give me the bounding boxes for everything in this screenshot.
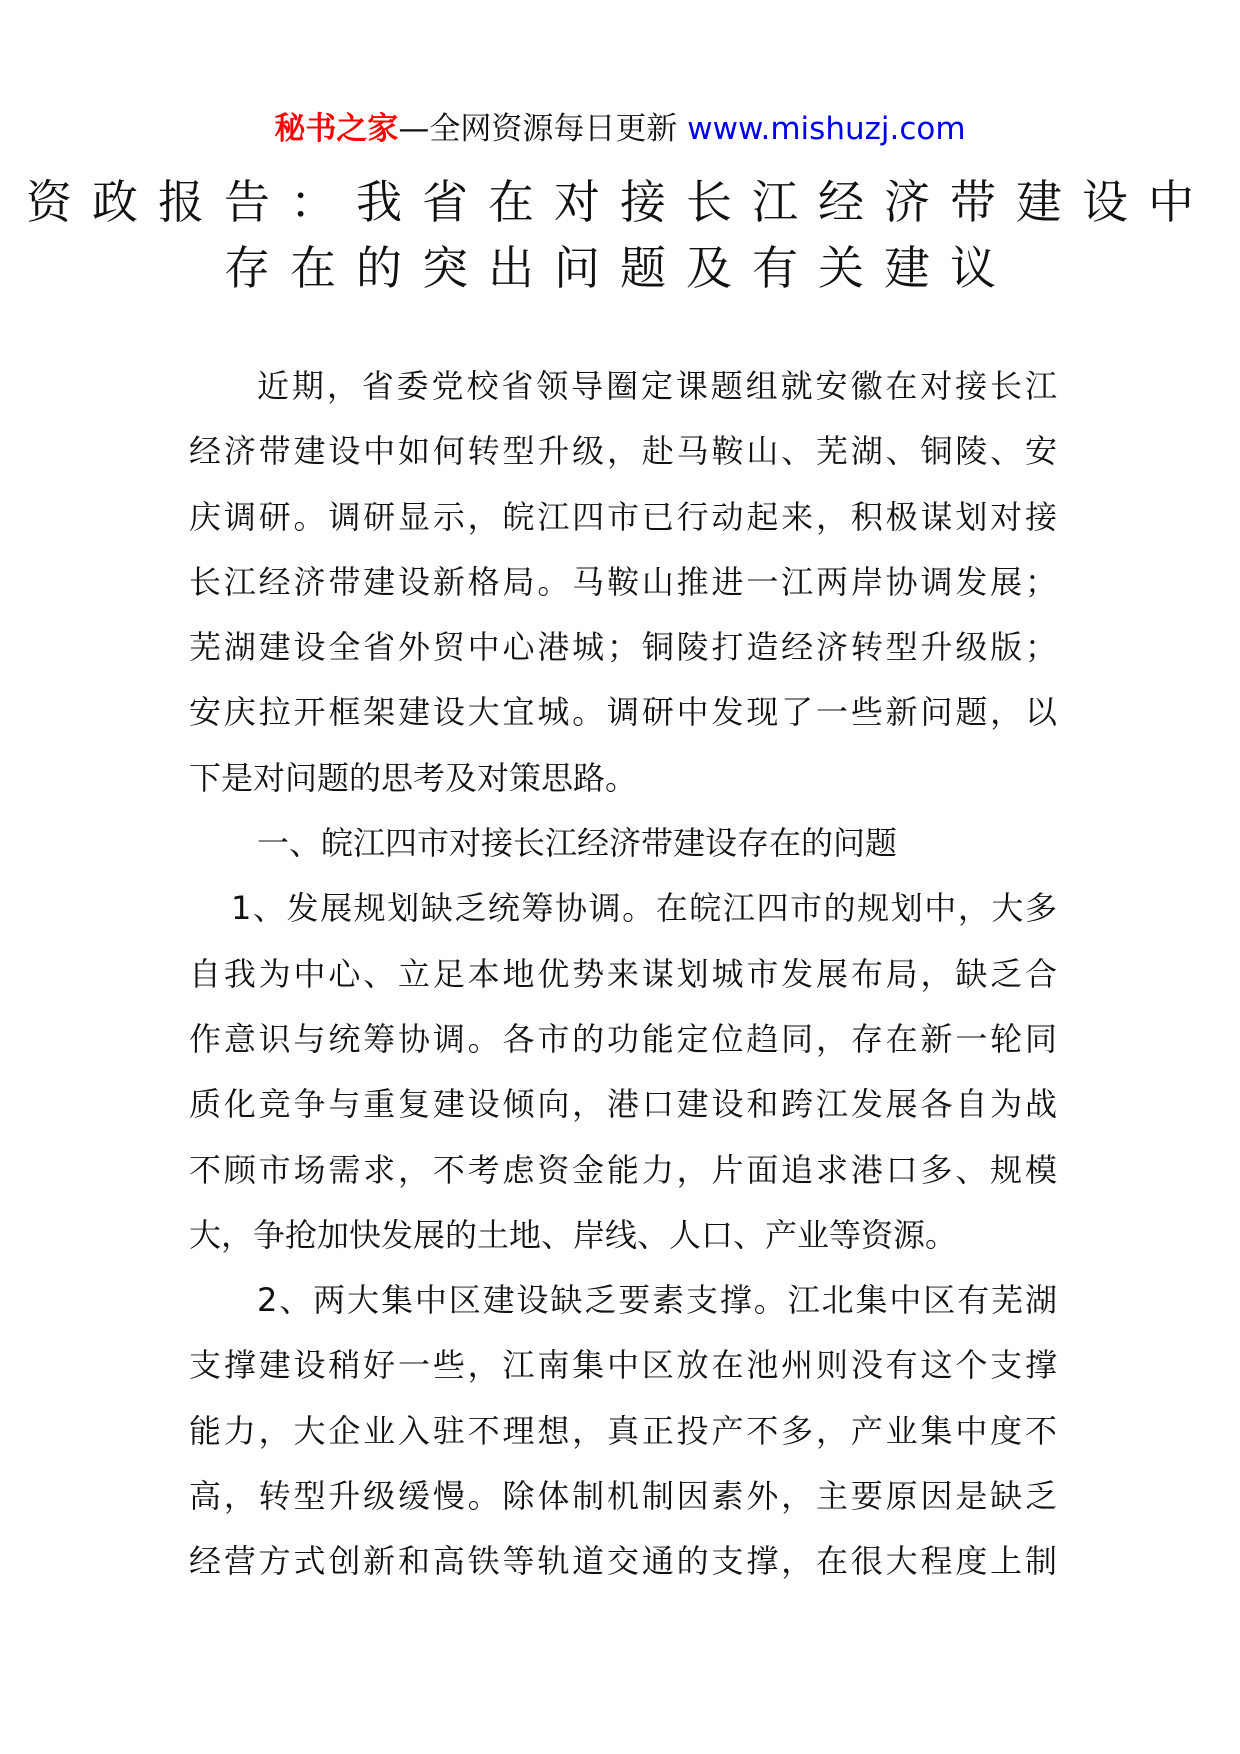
paragraph-1-line: 庆调研。调研显示，皖江四市已行动起来，积极谋划对接 — [189, 497, 1057, 536]
paragraph-2-line: 质化竞争与重复建设倾向，港口建设和跨江发展各自为战 — [189, 1085, 1057, 1124]
paragraph-1-line: 下是对问题的思考及对策思路。 — [189, 758, 638, 797]
paragraph-2-line: 作意识与统筹协调。各市的功能定位趋同，存在新一轮同 — [189, 1019, 1057, 1058]
paragraph-1-line: 近期，省委党校省领导圈定课题组就安徽在对接长江 — [257, 367, 1057, 405]
header-tagline: —全网资源每日更新 — [398, 111, 688, 147]
paragraph-1-line: 芜湖建设全省外贸中心港城；铜陵打造经济转型升级版； — [189, 628, 1057, 667]
document-title-line-1: 资政报告：我省在对接长江经济带建设中 — [26, 175, 1214, 229]
paragraph-3-line: 经营方式创新和高铁等轨道交通的支撑，在很大程度上制 — [189, 1542, 1057, 1581]
watermark-header — [0, 103, 1240, 148]
paragraph-3-line: 能力，大企业入驻不理想，真正投产不多，产业集中度不 — [189, 1411, 1057, 1450]
paragraph-1-line: 经济带建设中如何转型升级，赴马鞍山、芜湖、铜陵、安 — [189, 432, 1057, 471]
paragraph-3-line: 2、两大集中区建设缺乏要素支撑。江北集中区有芜湖 — [257, 1281, 1057, 1320]
document-body — [189, 364, 1057, 1605]
paragraph-2-line: 自我为中心、立足本地优势来谋划城市发展布局，缺乏合 — [189, 954, 1057, 993]
paragraph-3-line: 高，转型升级缓慢。除体制机制因素外，主要原因是缺乏 — [189, 1477, 1057, 1516]
paragraph-2-line: 大，争抢加快发展的土地、岸线、人口、产业等资源。 — [189, 1215, 958, 1254]
paragraph-2-line: 不顾市场需求，不考虑资金能力，片面追求港口多、规模 — [189, 1150, 1057, 1189]
paragraph-2-line: 1、发展规划缺乏统筹协调。在皖江四市的规划中，大多 — [231, 889, 1057, 928]
paragraph-1-line: 长江经济带建设新格局。马鞍山推进一江两岸协调发展； — [189, 562, 1057, 601]
section-heading: 一、皖江四市对接长江经济带建设存在的问题 — [257, 824, 898, 863]
site-url-link[interactable]: www.mishuzj.com — [687, 111, 966, 147]
paragraph-3-line: 支撑建设稍好一些，江南集中区放在池州则没有这个支撑 — [189, 1346, 1057, 1385]
brand-name: 秘书之家 — [274, 111, 399, 147]
paragraph-1-line: 安庆拉开框架建设大宜城。调研中发现了一些新问题，以 — [189, 693, 1057, 732]
document-title-line-2: 存在的突出问题及有关建议 — [224, 241, 1016, 295]
